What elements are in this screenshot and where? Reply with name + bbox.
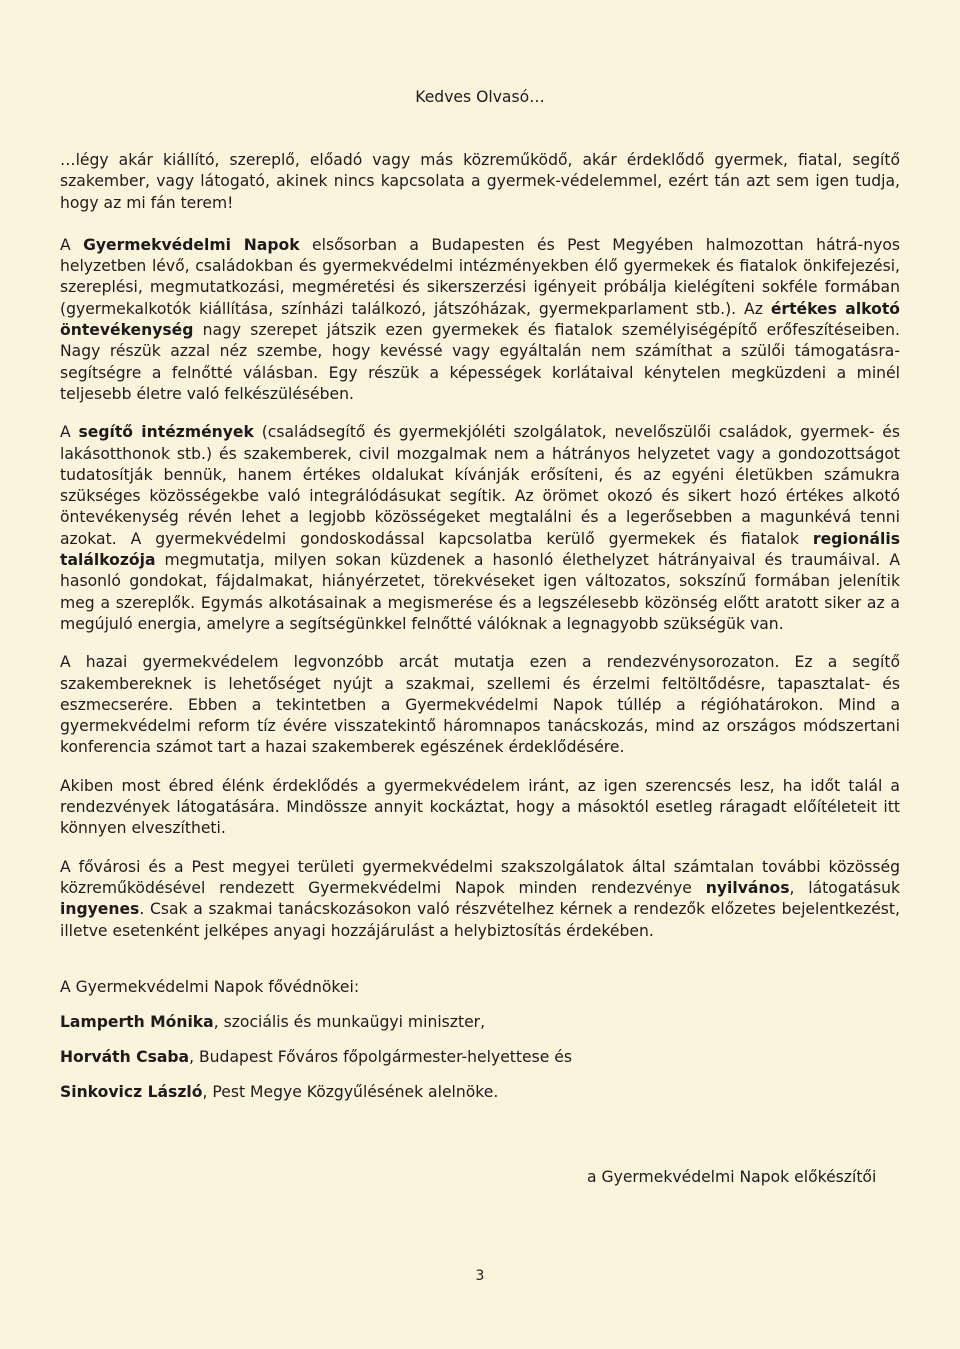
text-run: A <box>60 423 79 442</box>
patron-role: , Budapest Főváros főpolgármester-helyettese és <box>189 1048 573 1066</box>
text-run: (családsegítő és gyermekjóléti szolgálatok, nevelőszülői családok, gyermek- és lakásotthonok stb.) és szakemberek, civil mozgalmak nem a hátrányos helyzetet vagy a gondozottságot tudatosítják bennük, hanem értékes oldalukat kívánják erősíteni, és az egyéni életükben számukra szükséges közösségekbe való integrálódásukat segítik. Az örömet okozó és sikert hozó értékes alkotó öntevékenység révén lehet a legjobb közösségeket megtalálni és a legerősebben a magunkévá tenni azokat. A gyermekvédelmi gondoskodással kapcsolatba kerülő gyermekek és fiatalok <box>60 423 901 548</box>
patron-name: Sinkovicz László <box>60 1083 203 1101</box>
bold-phrase: értékes alkotó öntevékenység <box>60 299 900 340</box>
bold-phrase: regionális találkozója <box>60 529 900 570</box>
text-run: elsősorban a Budapesten és Pest Megyében halmozottan hátrá-nyos helyzetben lévő, családokban és gyermekvédelmi intézményekben élő gyermekek és fiatalok önkifejezési, szereplési, megmutatkozási, megméretési és sikerszerzési igényeit próbálja kielégíteni sokféle formában (gyermekalkotók kiállítása, színházi találkozó, játszóházak, gyermekparlament stb.). Az <box>60 235 901 318</box>
patron-entry <box>60 1011 900 1033</box>
paragraph-intro: …légy akár kiállító, szereplő, előadó vagy más közreműködő, akár érdeklődő gyermek, fiatal, segítő szakember, vagy látogató, akinek nincs kapcsolata a gyermek-védelemmel, ezért tán azt sem igen tudja, hogy az mi fán terem! <box>60 151 900 212</box>
bold-phrase: nyilvános <box>705 878 790 897</box>
text-run: A <box>60 235 84 254</box>
paragraph-interest: Akiben most ébred élénk érdeklődés a gyermekvédelem iránt, az igen szerencsés lesz, ha időt talál a rendezvények látogatására. Mindössze annyit kockáztat, hogy a másoktól esetleg ráragadt előítéleteit itt könnyen elveszítheti. <box>60 776 900 838</box>
paragraph-institutions <box>60 422 900 635</box>
paragraph-attendance <box>60 857 900 942</box>
text-run: megmutatja, milyen sokan küzdenek a hasonló élethelyzet hátrányaival és traumáival. A hasonló gondokat, fájdalmakat, hiányérzetet, törekvéseket igen változatos, sokszínű formában jelenítik meg a szereplők. Egymás alkotásainak a megismerése és a legszélesebb közönség előtt aratott siker az a megújuló energia, amelyre a segítségünkkel felnőtté válóknak a legnagyobb szükségük van. <box>60 551 900 633</box>
paragraph-professionals: A hazai gyermekvédelem legvonzóbb arcát mutatja ezen a rendezvénysorozaton. Ez a segítő szakembereknek is lehetőséget nyújt a szakmai, szellemi és érzelmi feltöltődésre, tapasztalat- és eszmecserére. Ebben a tekintetben a Gyermekvédelmi Napok túllép a régióhatárokon. Mind a gyermekvédelmi reform tíz évére visszatekintő háromnapos tanácskozás, mind az országos módszertani konferencia számot tart a hazai szakemberek egészének érdeklődésére. <box>60 653 900 757</box>
letter-body <box>60 150 900 942</box>
paragraph-program <box>60 235 900 405</box>
patron-entry <box>60 1046 900 1068</box>
patron-role: , szociális és munkaügyi miniszter, <box>213 1013 486 1031</box>
bold-phrase: Gyermekvédelmi Napok <box>83 235 300 254</box>
text-run: A fővárosi és a Pest megyei területi gyermekvédelmi szakszolgálatok által számtalan további közösség közreműködésével rendezett Gyermekvédelmi Napok minden rendezvénye <box>60 857 900 897</box>
patron-name: Horváth Csaba <box>60 1048 190 1066</box>
bold-phrase: ingyenes <box>60 900 140 919</box>
bold-phrase: segítő intézmények <box>78 423 254 442</box>
patron-entry <box>60 1081 900 1103</box>
patrons-heading: A Gyermekvédelmi Napok fővédnökei: <box>60 978 360 996</box>
text-run: , látogatásuk <box>789 878 900 897</box>
text-run: nagy szerepet játszik ezen gyermekek és fiatalok személyiségépítő erőfeszítéseiben. Nagy részük azzal néz szembe, hogy kevéssé vagy egyáltalán nem számíthat a szülői támogatásra-segítségre a felnőtté válásban. Egy részük a képességek korlátaival kénytelen megküzdeni a minél teljesebb életre való felkészülésében. <box>60 321 900 403</box>
signature: a Gyermekvédelmi Napok előkészítői <box>587 1168 877 1186</box>
patron-name: Lamperth Mónika <box>60 1013 214 1031</box>
patron-role: , Pest Megye Közgyűlésének alelnöke. <box>202 1083 499 1101</box>
greeting: Kedves Olvasó… <box>415 88 545 106</box>
page-number: 3 <box>475 1268 485 1284</box>
text-run: . Csak a szakmai tanácskozásokon való részvételhez kérnek a rendezők előzetes bejelentkezést, illetve esetenként jelképes anyagi hozzájárulást a helybiztosítás érdekében. <box>60 900 900 940</box>
patrons-section <box>60 976 900 1116</box>
